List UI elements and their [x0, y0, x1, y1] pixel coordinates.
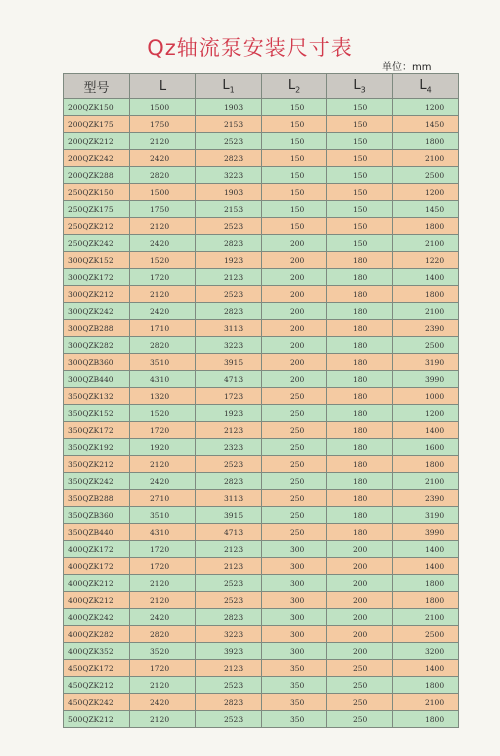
cell-l1: 2523 [196, 677, 262, 694]
cell-model: 250QZK212 [64, 218, 130, 235]
cell-l1: 2153 [196, 116, 262, 133]
cell-l3: 150 [327, 184, 393, 201]
header-l1: $L_1$ [196, 74, 262, 99]
header-l4: $L_4$ [393, 74, 459, 99]
table-row [64, 201, 459, 218]
cell-l2: 300 [262, 592, 327, 609]
cell-l3: 200 [327, 592, 393, 609]
cell-l3: 180 [327, 439, 393, 456]
table-row [64, 388, 459, 405]
cell-l4: 1200 [393, 99, 459, 116]
cell-l4: 2500 [393, 626, 459, 643]
cell-l1: 3223 [196, 167, 262, 184]
cell-l1: 2823 [196, 473, 262, 490]
cell-l: 2120 [130, 456, 196, 473]
cell-l4: 1450 [393, 116, 459, 133]
cell-l: 2420 [130, 694, 196, 711]
cell-l2: 250 [262, 473, 327, 490]
cell-model: 200QZK288 [64, 167, 130, 184]
cell-l3: 180 [327, 456, 393, 473]
cell-model: 450QZK242 [64, 694, 130, 711]
cell-l1: 2153 [196, 201, 262, 218]
cell-l3: 250 [327, 711, 393, 728]
cell-l: 1920 [130, 439, 196, 456]
cell-l1: 3113 [196, 320, 262, 337]
cell-l4: 2100 [393, 235, 459, 252]
cell-l3: 180 [327, 354, 393, 371]
cell-l3: 200 [327, 626, 393, 643]
cell-l4: 1800 [393, 218, 459, 235]
cell-l4: 3190 [393, 507, 459, 524]
cell-l3: 180 [327, 388, 393, 405]
cell-l: 1500 [130, 184, 196, 201]
cell-l3: 250 [327, 694, 393, 711]
cell-model: 200QZK212 [64, 133, 130, 150]
unit-label: 单位：mm [382, 62, 432, 73]
cell-l4: 2100 [393, 609, 459, 626]
cell-l3: 180 [327, 490, 393, 507]
cell-l: 1520 [130, 252, 196, 269]
cell-l: 2120 [130, 133, 196, 150]
cell-l2: 200 [262, 337, 327, 354]
table-row [64, 524, 459, 541]
cell-l3: 200 [327, 575, 393, 592]
cell-l3: 180 [327, 252, 393, 269]
cell-l2: 250 [262, 507, 327, 524]
cell-l2: 150 [262, 218, 327, 235]
cell-l2: 200 [262, 269, 327, 286]
table-row [64, 269, 459, 286]
cell-l: 1720 [130, 269, 196, 286]
cell-l2: 150 [262, 167, 327, 184]
table-row [64, 354, 459, 371]
cell-l2: 250 [262, 422, 327, 439]
cell-l1: 2523 [196, 286, 262, 303]
cell-model: 350QZK132 [64, 388, 130, 405]
cell-l: 2820 [130, 626, 196, 643]
cell-l1: 2523 [196, 456, 262, 473]
cell-l3: 200 [327, 541, 393, 558]
header-model: 型号 [64, 74, 130, 99]
cell-l1: 3915 [196, 507, 262, 524]
cell-l2: 300 [262, 626, 327, 643]
cell-l: 2120 [130, 677, 196, 694]
cell-l1: 2123 [196, 269, 262, 286]
cell-model: 450QZK172 [64, 660, 130, 677]
cell-l4: 1200 [393, 405, 459, 422]
cell-l: 1320 [130, 388, 196, 405]
cell-l3: 150 [327, 167, 393, 184]
cell-l: 1720 [130, 558, 196, 575]
table-row [64, 405, 459, 422]
table-row [64, 252, 459, 269]
cell-l2: 250 [262, 490, 327, 507]
cell-l1: 2823 [196, 235, 262, 252]
cell-l3: 180 [327, 422, 393, 439]
table-row [64, 184, 459, 201]
cell-l3: 150 [327, 235, 393, 252]
table-row [64, 473, 459, 490]
cell-l4: 1400 [393, 269, 459, 286]
cell-model: 350QZK152 [64, 405, 130, 422]
cell-l: 2420 [130, 235, 196, 252]
cell-model: 350QZB288 [64, 490, 130, 507]
cell-l3: 180 [327, 269, 393, 286]
cell-l1: 2823 [196, 694, 262, 711]
cell-l2: 200 [262, 320, 327, 337]
cell-l4: 2500 [393, 337, 459, 354]
cell-model: 250QZK175 [64, 201, 130, 218]
cell-l1: 4713 [196, 371, 262, 388]
cell-l1: 2523 [196, 711, 262, 728]
cell-l1: 3923 [196, 643, 262, 660]
cell-l3: 150 [327, 116, 393, 133]
cell-l: 2120 [130, 575, 196, 592]
cell-l: 2420 [130, 150, 196, 167]
cell-l4: 1200 [393, 184, 459, 201]
cell-l: 4310 [130, 524, 196, 541]
cell-l2: 150 [262, 201, 327, 218]
table-row [64, 235, 459, 252]
cell-l1: 2823 [196, 609, 262, 626]
cell-l3: 180 [327, 320, 393, 337]
header-l2: $L_2$ [262, 74, 327, 99]
table-row [64, 694, 459, 711]
cell-l: 1750 [130, 116, 196, 133]
cell-l4: 2500 [393, 167, 459, 184]
cell-l3: 200 [327, 643, 393, 660]
cell-l1: 2123 [196, 541, 262, 558]
cell-model: 400QZK242 [64, 609, 130, 626]
cell-l2: 350 [262, 694, 327, 711]
cell-l2: 300 [262, 643, 327, 660]
cell-model: 200QZK175 [64, 116, 130, 133]
cell-l4: 3190 [393, 354, 459, 371]
cell-l2: 200 [262, 286, 327, 303]
cell-l4: 2100 [393, 303, 459, 320]
table-row [64, 133, 459, 150]
cell-l2: 350 [262, 660, 327, 677]
cell-l: 2820 [130, 337, 196, 354]
cell-l: 2120 [130, 218, 196, 235]
cell-l: 1720 [130, 422, 196, 439]
cell-l2: 150 [262, 133, 327, 150]
cell-l2: 200 [262, 354, 327, 371]
cell-l1: 2523 [196, 218, 262, 235]
cell-l2: 300 [262, 609, 327, 626]
cell-model: 350QZB440 [64, 524, 130, 541]
cell-l2: 350 [262, 711, 327, 728]
cell-l4: 2100 [393, 694, 459, 711]
cell-l2: 150 [262, 150, 327, 167]
cell-l: 2420 [130, 303, 196, 320]
cell-model: 300QZK152 [64, 252, 130, 269]
cell-l1: 3915 [196, 354, 262, 371]
table-row [64, 303, 459, 320]
cell-l2: 250 [262, 405, 327, 422]
cell-l3: 150 [327, 99, 393, 116]
table-row [64, 167, 459, 184]
cell-l4: 1800 [393, 677, 459, 694]
cell-l1: 3113 [196, 490, 262, 507]
cell-l1: 2123 [196, 422, 262, 439]
cell-l: 1520 [130, 405, 196, 422]
table-row [64, 99, 459, 116]
cell-model: 300QZK172 [64, 269, 130, 286]
table-row [64, 575, 459, 592]
table-row [64, 490, 459, 507]
cell-l1: 2523 [196, 133, 262, 150]
cell-l1: 2823 [196, 150, 262, 167]
cell-l: 1750 [130, 201, 196, 218]
cell-model: 400QZK172 [64, 541, 130, 558]
cell-l: 2120 [130, 592, 196, 609]
cell-model: 400QZK282 [64, 626, 130, 643]
cell-l3: 180 [327, 524, 393, 541]
cell-l3: 150 [327, 150, 393, 167]
cell-l3: 250 [327, 660, 393, 677]
cell-model: 350QZK172 [64, 422, 130, 439]
cell-model: 300QZB440 [64, 371, 130, 388]
dimensions-table [63, 73, 459, 728]
cell-model: 200QZK242 [64, 150, 130, 167]
cell-l4: 1600 [393, 439, 459, 456]
table-header-row [64, 74, 459, 99]
cell-model: 300QZB288 [64, 320, 130, 337]
table-row [64, 286, 459, 303]
table-row [64, 711, 459, 728]
cell-l4: 3990 [393, 371, 459, 388]
cell-l1: 2523 [196, 575, 262, 592]
cell-l2: 200 [262, 303, 327, 320]
cell-l2: 150 [262, 99, 327, 116]
cell-l2: 200 [262, 252, 327, 269]
cell-l4: 1220 [393, 252, 459, 269]
table-row [64, 150, 459, 167]
header-l3: $L_3$ [327, 74, 393, 99]
cell-l2: 300 [262, 575, 327, 592]
cell-l4: 1800 [393, 133, 459, 150]
table-row [64, 439, 459, 456]
cell-l3: 200 [327, 609, 393, 626]
cell-l2: 250 [262, 439, 327, 456]
cell-l1: 3223 [196, 337, 262, 354]
cell-l1: 2123 [196, 660, 262, 677]
cell-l4: 1400 [393, 541, 459, 558]
cell-l3: 180 [327, 337, 393, 354]
cell-l3: 150 [327, 133, 393, 150]
header-l: L [130, 74, 196, 99]
cell-model: 450QZK212 [64, 677, 130, 694]
cell-l4: 1000 [393, 388, 459, 405]
cell-l2: 150 [262, 116, 327, 133]
cell-model: 200QZK150 [64, 99, 130, 116]
cell-l4: 2100 [393, 150, 459, 167]
cell-l: 2120 [130, 286, 196, 303]
cell-l4: 1400 [393, 558, 459, 575]
cell-l2: 350 [262, 677, 327, 694]
cell-l2: 300 [262, 558, 327, 575]
table-row [64, 643, 459, 660]
cell-l: 3510 [130, 354, 196, 371]
cell-l3: 180 [327, 405, 393, 422]
table-row [64, 541, 459, 558]
cell-l1: 1723 [196, 388, 262, 405]
cell-l2: 250 [262, 388, 327, 405]
cell-l: 1720 [130, 660, 196, 677]
cell-l4: 2100 [393, 473, 459, 490]
table-row [64, 116, 459, 133]
cell-model: 250QZK242 [64, 235, 130, 252]
cell-l3: 180 [327, 303, 393, 320]
table-row [64, 677, 459, 694]
cell-l1: 4713 [196, 524, 262, 541]
cell-l1: 2123 [196, 558, 262, 575]
cell-model: 350QZB360 [64, 507, 130, 524]
table-row [64, 218, 459, 235]
table-row [64, 626, 459, 643]
table-row [64, 320, 459, 337]
cell-model: 350QZK192 [64, 439, 130, 456]
cell-model: 300QZK212 [64, 286, 130, 303]
cell-l: 3510 [130, 507, 196, 524]
cell-model: 400QZK212 [64, 592, 130, 609]
cell-l1: 1903 [196, 99, 262, 116]
cell-l4: 1800 [393, 286, 459, 303]
cell-l: 1500 [130, 99, 196, 116]
table-row [64, 660, 459, 677]
cell-model: 300QZK242 [64, 303, 130, 320]
cell-l2: 300 [262, 541, 327, 558]
cell-l: 2420 [130, 609, 196, 626]
cell-l4: 1450 [393, 201, 459, 218]
cell-l4: 1800 [393, 456, 459, 473]
cell-l: 2420 [130, 473, 196, 490]
cell-l1: 1923 [196, 252, 262, 269]
cell-model: 300QZK282 [64, 337, 130, 354]
table-row [64, 422, 459, 439]
table-row [64, 456, 459, 473]
cell-model: 400QZK212 [64, 575, 130, 592]
page-title: Qz轴流泵安装尺寸表 [147, 36, 353, 60]
cell-l2: 200 [262, 235, 327, 252]
cell-l: 2710 [130, 490, 196, 507]
table-row [64, 558, 459, 575]
cell-l2: 250 [262, 456, 327, 473]
cell-model: 400QZK172 [64, 558, 130, 575]
cell-l3: 180 [327, 507, 393, 524]
cell-l: 1720 [130, 541, 196, 558]
cell-l: 2820 [130, 167, 196, 184]
cell-l1: 1923 [196, 405, 262, 422]
cell-l3: 180 [327, 286, 393, 303]
cell-l3: 150 [327, 201, 393, 218]
cell-l4: 2390 [393, 490, 459, 507]
cell-l: 3520 [130, 643, 196, 660]
cell-l1: 2523 [196, 592, 262, 609]
cell-l3: 180 [327, 371, 393, 388]
cell-l1: 2823 [196, 303, 262, 320]
table-row [64, 609, 459, 626]
cell-model: 300QZB360 [64, 354, 130, 371]
cell-l1: 1903 [196, 184, 262, 201]
cell-l2: 150 [262, 184, 327, 201]
cell-l3: 150 [327, 218, 393, 235]
cell-model: 350QZK242 [64, 473, 130, 490]
cell-l4: 1400 [393, 422, 459, 439]
cell-l1: 2323 [196, 439, 262, 456]
table-row [64, 507, 459, 524]
cell-l4: 1800 [393, 711, 459, 728]
cell-l2: 200 [262, 371, 327, 388]
cell-model: 500QZK212 [64, 711, 130, 728]
cell-l: 1710 [130, 320, 196, 337]
cell-l4: 1400 [393, 660, 459, 677]
cell-l: 4310 [130, 371, 196, 388]
cell-l4: 3200 [393, 643, 459, 660]
cell-l3: 200 [327, 558, 393, 575]
cell-model: 250QZK150 [64, 184, 130, 201]
cell-l4: 2390 [393, 320, 459, 337]
cell-l: 2120 [130, 711, 196, 728]
cell-l3: 180 [327, 473, 393, 490]
table-row [64, 592, 459, 609]
table-row [64, 371, 459, 388]
cell-model: 400QZK352 [64, 643, 130, 660]
cell-l4: 3990 [393, 524, 459, 541]
cell-l4: 1800 [393, 575, 459, 592]
cell-l3: 250 [327, 677, 393, 694]
cell-l2: 250 [262, 524, 327, 541]
table-row [64, 337, 459, 354]
cell-l1: 3223 [196, 626, 262, 643]
cell-model: 350QZK212 [64, 456, 130, 473]
cell-l4: 1800 [393, 592, 459, 609]
